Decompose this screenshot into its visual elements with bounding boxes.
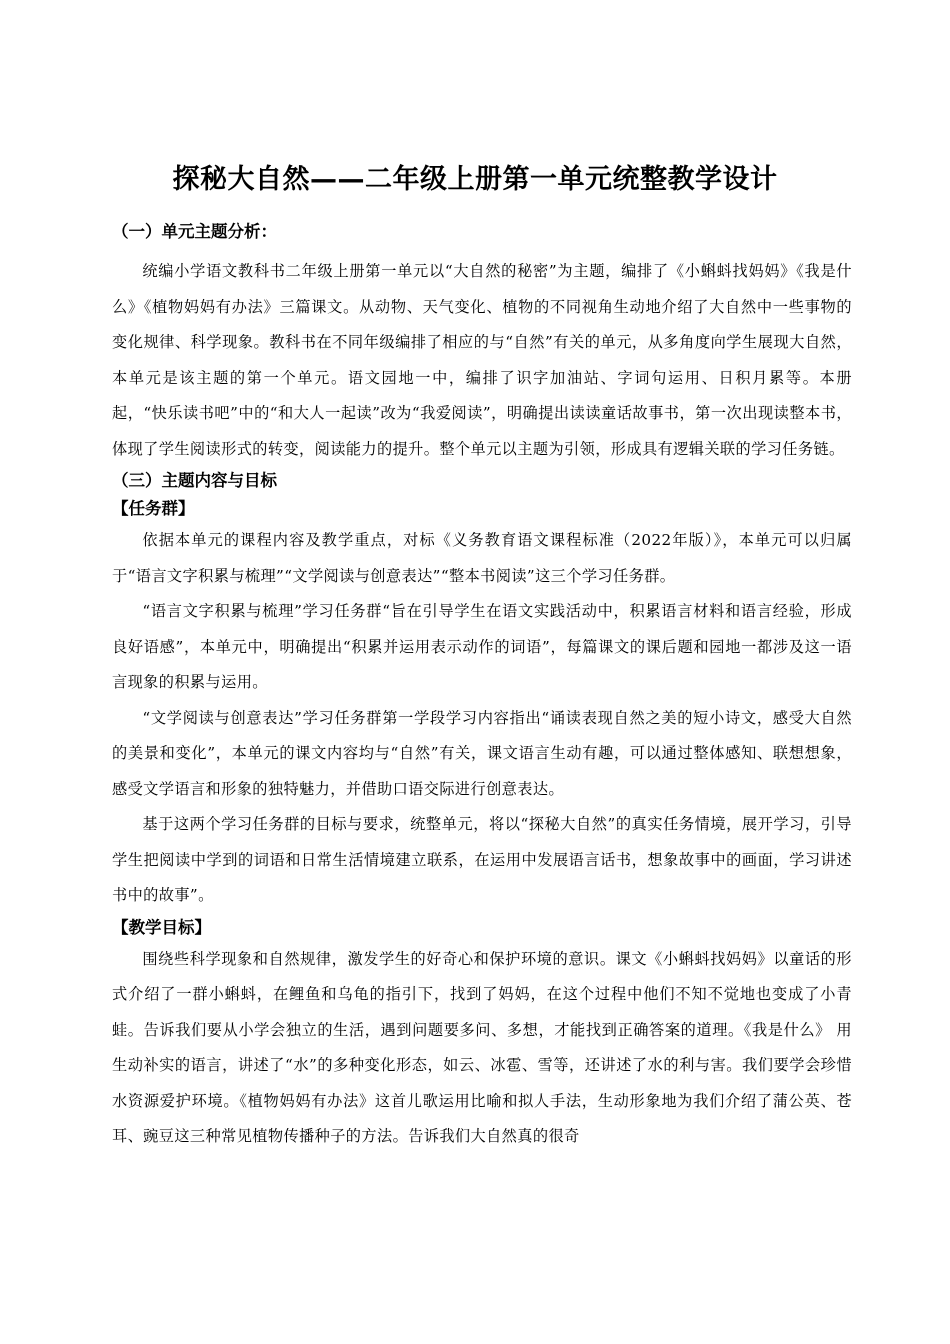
subheading-teaching-goals: 【教学目标】: [112, 917, 211, 937]
section-heading-theme-content-goals: （三）主题内容与目标: [112, 471, 277, 490]
task-group-paragraph-4: 基于这两个学习任务群的目标与要求，统整单元，将以“探秘大自然”的真实任务情境，展开学习，引导学生把阅读中学到的词语和日常生活情境建立联系，在运用中发展语言话书，想象故事中的画面，学习讲述书中的故事”。: [112, 815, 852, 904]
document-body: [112, 218, 852, 1155]
subheading-task-group: 【任务群】: [112, 499, 195, 518]
document-title: 探秘大自然——二年级上册第一单元统整教学设计: [172, 164, 778, 195]
task-group-paragraph-3: “文学阅读与创意表达”学习任务群第一学段学习内容指出“诵读表现自然之美的短小诗文，感受大自然的美景和变化”，本单元的课文内容均与“自然”有关，课文语言生动有趣，可以通过整体感知、联想想象，感受文学语言和形象的独特魅力，并借助口语交际进行创意表达。: [112, 708, 852, 798]
teaching-goals-paragraph: 围绕些科学现象和自然规律，激发学生的好奇心和保护环境的意识。课文《小蝌蚪找妈妈》以童话的形式介绍了一群小蝌蚪，在鲤鱼和乌龟的指引下，找到了妈妈，在这个过程中他们不知不觉地也变成了小青蛙。告诉我们要从小学会独立的生活，遇到问题要多问、多想，才能找到正确答案的道理。《我是什么》 用生动补实的语言，讲述了“水”的多种变化形态，如云、冰雹、雪等，还讲述了水的利与害。我们要学会珍惜水资源爱护环境。《植物妈妈有办法》这首儿歌运用比喻和拟人手法，生动形象地为我们介绍了蒲公英、苍耳、豌豆这三种常见植物传播种子的方法。告诉我们大自然真的很奇: [112, 949, 852, 1145]
unit-theme-analysis-paragraph: 统编小学语文教科书二年级上册第一单元以“大自然的秘密”为主题，编排了《小蝌蚪找妈妈》《我是什么》《植物妈妈有办法》三篇课文。从动物、天气变化、植物的不同视角生动地介绍了大自然中一些事物的变化规律、科学现象。教科书在不同年级编排了相应的与“自然”有关的单元，从多角度向学生展现大自然，本单元是该主题的第一个单元。语文园地一中，编排了识字加油站、字词句运用、日积月累等。本册起，“快乐读书吧”中的“和大人一起读”改为“我爱阅读”，明确提出读读童话故事书，第一次出现读整本书，体现了学生阅读形式的转变，阅读能力的提升。整个单元以主题为引领，形成具有逻辑关联的学习任务链。: [112, 262, 852, 458]
section-heading-unit-theme-analysis: （一）单元主题分析：: [112, 222, 277, 241]
task-group-paragraph-2: “语言文字积累与梳理”学习任务群“旨在引导学生在语文实践活动中，积累语言材料和语言经验，形成良好语感”，本单元中，明确提出“积累并运用表示动作的词语”，每篇课文的课后题和园地一都涉及这一语言现象的积累与运用。: [112, 602, 852, 691]
task-group-paragraph-1: 依据本单元的课程内容及教学重点，对标《义务教育语文课程标准（2022年版）》，本单元可以归属于“语言文字积累与梳理”“文学阅读与创意表达”“整本书阅读”这三个学习任务群。: [112, 531, 852, 585]
